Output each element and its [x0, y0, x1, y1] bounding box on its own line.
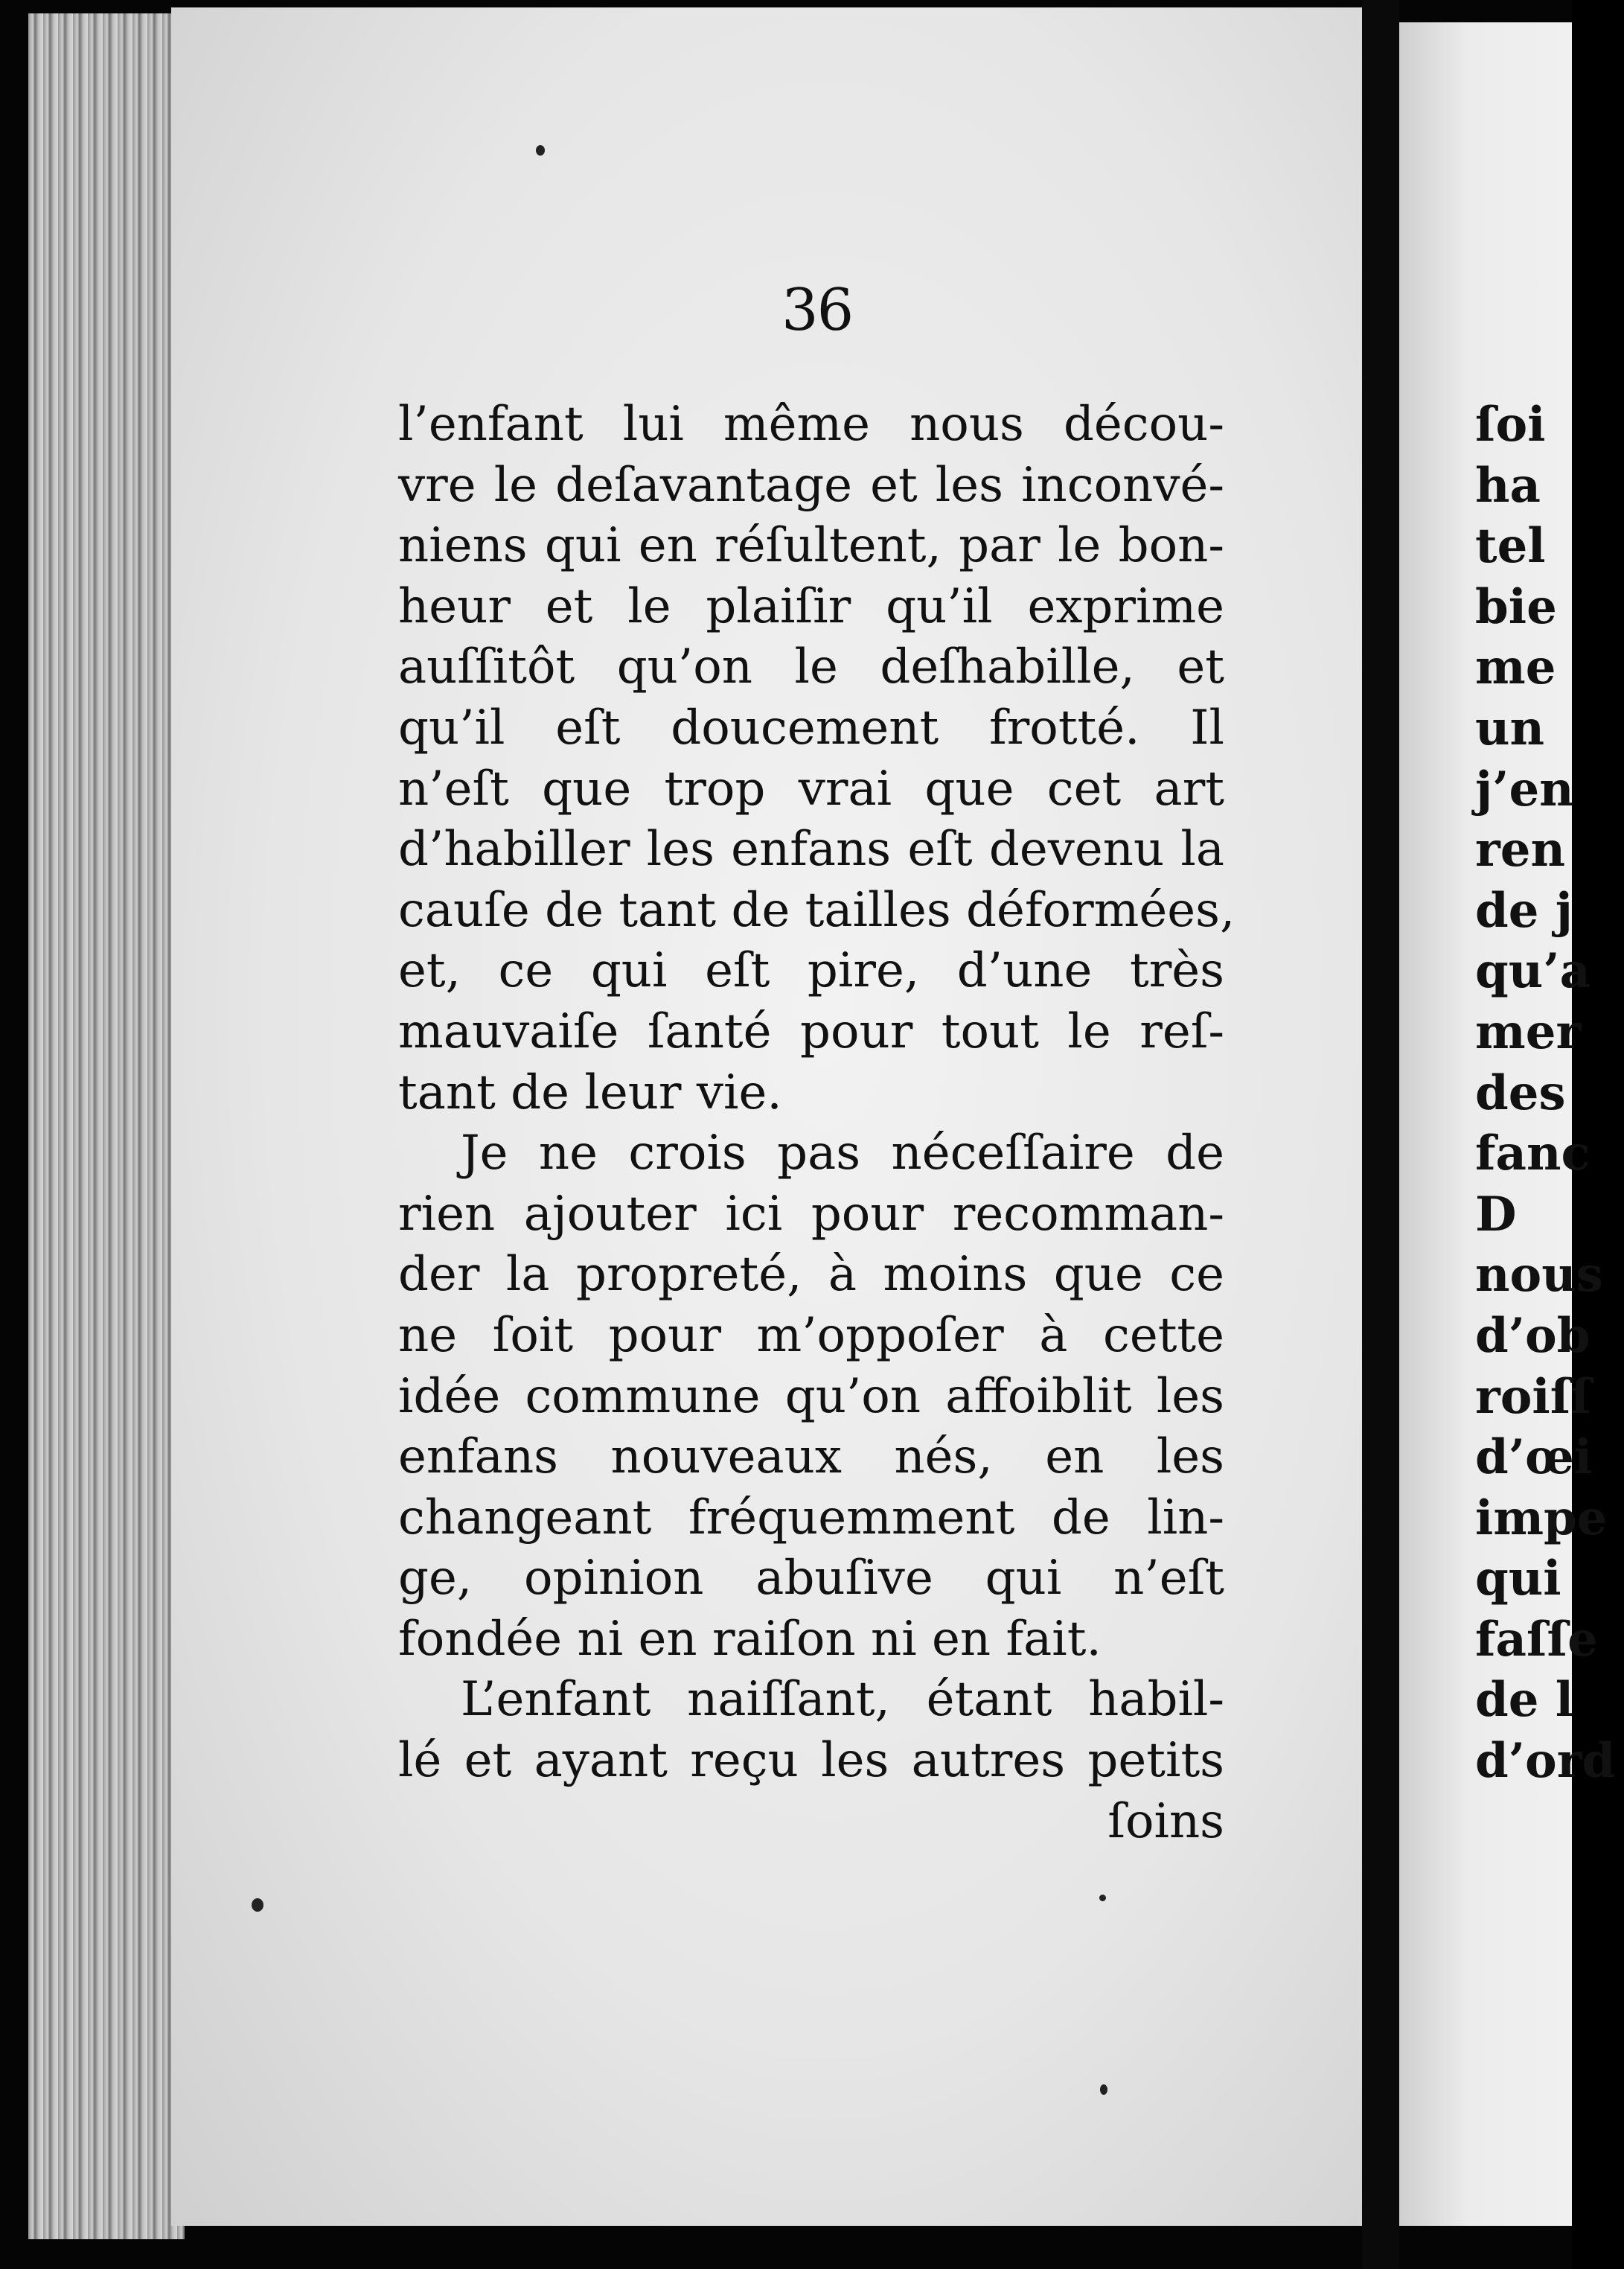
facing-text-line: roiſſ: [1475, 1368, 1591, 1425]
text-line: heur et le plaiſir qu’il exprime: [398, 578, 1224, 634]
facing-text-line: fanc: [1475, 1126, 1591, 1182]
text-line: et, ce qui eſt pire, d’une très: [398, 943, 1224, 999]
text-line: d’habiller les enfans eſt devenu la: [398, 822, 1224, 878]
paper-speck: [536, 145, 545, 156]
paper-speck: [252, 1898, 263, 1912]
facing-text-line: des: [1475, 1065, 1566, 1121]
facing-text-line: de j: [1475, 882, 1573, 939]
page-number: 36: [781, 277, 853, 344]
facing-text-line: d’œi: [1475, 1429, 1593, 1486]
text-line: tant de leur vie.: [398, 1065, 782, 1120]
facing-text-line: mer: [1475, 1003, 1582, 1060]
facing-text-line: ſoi: [1475, 397, 1546, 453]
text-line: vre le deſavantage et les inconvé-: [398, 457, 1224, 513]
facing-text-line: nous: [1475, 1247, 1603, 1303]
book-gutter: [1362, 0, 1399, 2269]
facing-text-line: ren: [1475, 822, 1565, 878]
text-line: changeant fréquemment de lin-: [398, 1490, 1224, 1545]
facing-text-line: tel: [1475, 518, 1546, 575]
text-line: idée commune qu’on affoiblit les: [398, 1368, 1224, 1424]
facing-text-line: un: [1475, 700, 1545, 756]
text-line: auſſitôt qu’on le deſhabille, et: [398, 639, 1224, 695]
facing-text-line: d’ob: [1475, 1307, 1591, 1364]
facing-text-line: qu’a: [1475, 943, 1591, 1000]
facing-text-line: d’ord: [1475, 1733, 1616, 1790]
paper-speck: [1099, 1895, 1106, 1901]
paper-speck: [1100, 2084, 1107, 2095]
facing-text-line: qui: [1475, 1551, 1561, 1607]
text-line: qu’il eſt doucement frotté. Il: [398, 700, 1224, 756]
facing-text-line: D: [1475, 1186, 1517, 1242]
facing-text-line: ha: [1475, 457, 1541, 514]
text-line: ge, opinion abuſive qui n’eſt: [398, 1551, 1224, 1606]
text-line: rien ajouter ici pour recomman-: [398, 1186, 1224, 1242]
text-line: L’enfant naiſſant, étant habil-: [461, 1672, 1224, 1728]
facing-text-line: j’en: [1475, 761, 1574, 817]
text-line: enfans nouveaux nés, en les: [398, 1429, 1224, 1485]
text-line: niens qui en réſultent, par le bon-: [398, 518, 1224, 574]
page-edges: [28, 13, 185, 2239]
text-line: lé et ayant reçu les autres petits: [398, 1733, 1224, 1789]
text-line: mauvaiſe ſanté pour tout le reſ-: [398, 1003, 1224, 1059]
text-line: fondée ni en raiſon ni en fait.: [398, 1611, 1102, 1667]
facing-page-text: [1475, 395, 1624, 1792]
facing-text-line: impe: [1475, 1490, 1608, 1546]
body-text: [398, 395, 1235, 1852]
text-line: der la propreté, à moins que ce: [398, 1247, 1224, 1303]
text-line: Je ne crois pas néceſſaire de: [461, 1126, 1224, 1181]
text-line: n’eſt que trop vrai que cet art: [398, 761, 1224, 817]
facing-text-line: bie: [1475, 578, 1557, 635]
text-line: l’enfant lui même nous décou-: [398, 397, 1224, 452]
facing-text-line: faſſe: [1475, 1611, 1598, 1668]
facing-text-line: me: [1475, 639, 1556, 696]
text-line: ne ſoit pour m’oppoſer à cette: [398, 1307, 1224, 1363]
catchword: ſoins: [1107, 1793, 1224, 1849]
text-line: cauſe de tant de tailles déformées,: [398, 882, 1235, 938]
facing-text-line: de l: [1475, 1672, 1574, 1729]
